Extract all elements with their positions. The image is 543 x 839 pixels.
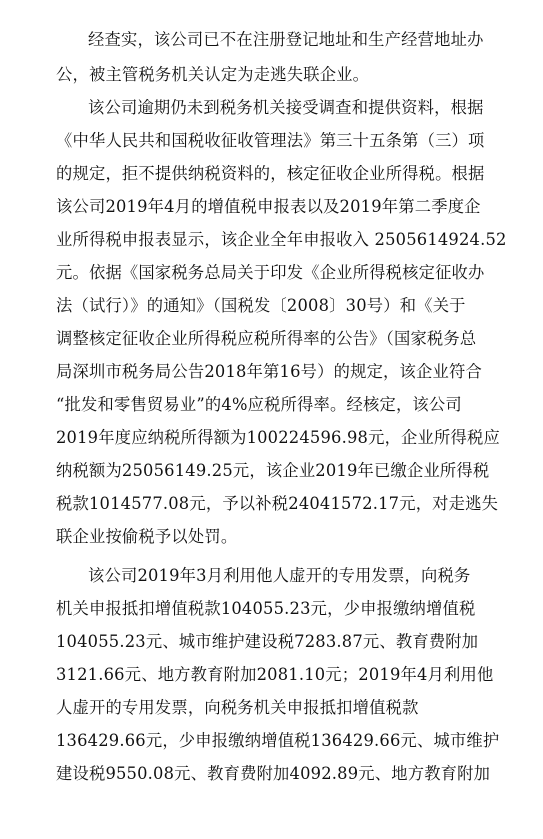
text-line: 该公司逾期仍未到税务机关接受调查和提供资料，根据 xyxy=(88,98,484,117)
text-line: 人虚开的专用发票，向税务机关申报抵扣增值税款 xyxy=(56,698,419,717)
text-line: 纳税额为25056149.25元，该企业2019年已缴企业所得税 xyxy=(56,461,490,480)
text-line: 局深圳市税务局公告2018年第16号）的规定，该企业符合 xyxy=(56,362,482,381)
text-line: 3121.66元、地方教育附加2081.10元；2019年4月利用他 xyxy=(56,665,494,684)
text-line: 税款1014577.08元，予以补税24041572.17元，对走逃失 xyxy=(56,494,499,513)
text-line: 该公司2019年4月的增值税申报表以及2019年第二季度企 xyxy=(56,197,481,216)
text-line: 建设税9550.08元、教育费附加4092.89元、地方教育附加 xyxy=(56,764,491,783)
text-line: 的规定，拒不提供纳税资料的，核定征收企业所得税。根据 xyxy=(56,164,485,183)
text-line: 136429.66元，少申报缴纳增值税136429.66元、城市维护 xyxy=(56,731,500,750)
text-line: 该公司2019年3月利用他人虚开的专用发票，向税务 xyxy=(88,566,471,585)
text-line: 调整核定征收企业所得税应税所得率的公告》（国家税务总 xyxy=(56,329,477,348)
text-line: 法（试行）》的通知》（国税发〔2008〕30号）和《关于 xyxy=(56,296,466,315)
text-line: 机关申报抵扣增值税款104055.23元，少申报缴纳增值税 xyxy=(56,599,476,618)
text-line: 元。依据《国家税务总局关于印发《企业所得税核定征收办 xyxy=(56,263,485,282)
text-line: 2019年度应纳税所得额为100224596.98元，企业所得税应 xyxy=(56,428,500,447)
text-line: 104055.23元、城市维护建设税7283.87元、教育费附加 xyxy=(56,632,479,651)
text-line: 业所得税申报表显示，该企业全年申报收入 2505614924.52 xyxy=(56,230,507,249)
text-line: 经查实，该公司已不在注册登记地址和生产经营地址办 xyxy=(88,30,484,49)
text-line: 联企业按偷税予以处罚。 xyxy=(56,527,238,546)
text-line: 公，被主管税务机关认定为走逃失联企业。 xyxy=(56,65,370,84)
text-line: 《中华人民共和国税收征收管理法》第三十五条第（三）项 xyxy=(56,131,485,150)
text-line: “批发和零售贸易业”的4%应税所得率。经核定，该公司 xyxy=(56,395,462,414)
